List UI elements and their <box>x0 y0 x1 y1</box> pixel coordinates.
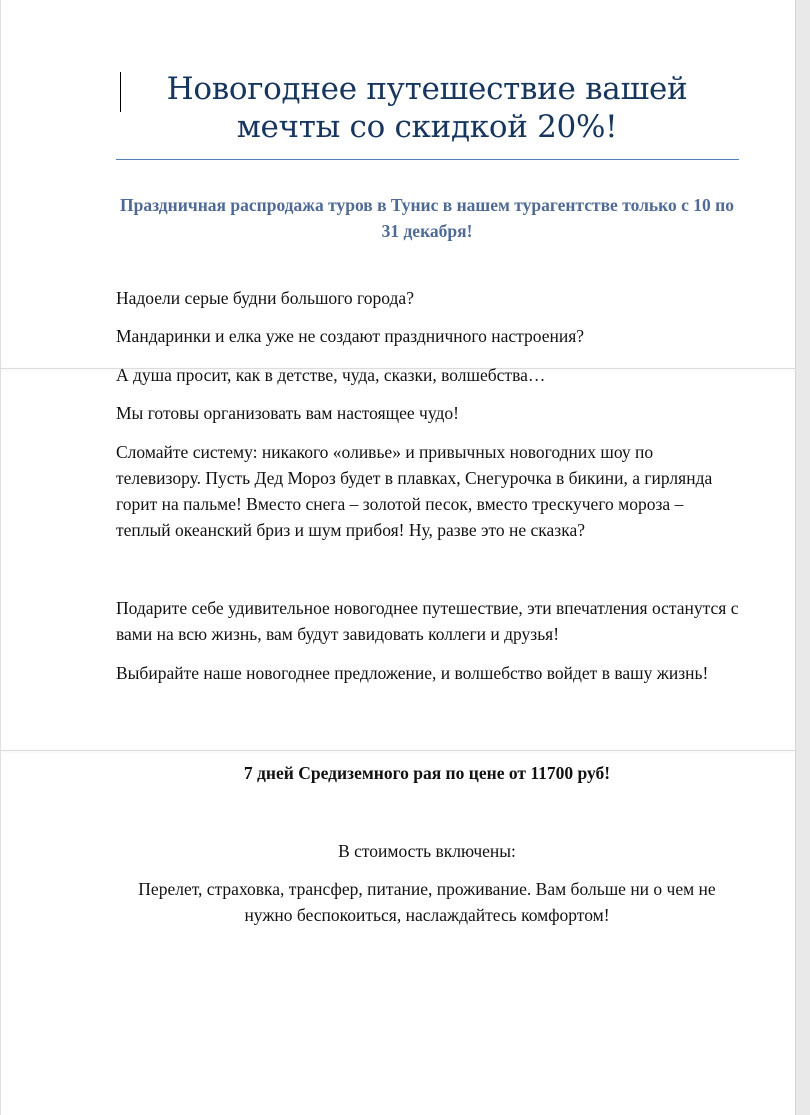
body-paragraph[interactable]: Надоели серые будни большого города? <box>116 288 414 308</box>
body-paragraph[interactable]: А душа просит, как в детстве, чуда, сказки, волшебства… <box>116 365 546 385</box>
offer-headline[interactable]: 7 дней Средиземного рая по цене от 11700 руб! <box>243 763 611 783</box>
body-paragraph[interactable]: Выбирайте наше новогоднее предложение, и волшебство войдет в вашу жизнь! <box>116 663 709 683</box>
included-label[interactable]: В стоимость включены: <box>338 841 516 861</box>
vertical-scrollbar[interactable] <box>795 0 810 1115</box>
body-paragraph[interactable]: Мы готовы организовать вам настоящее чудо! <box>116 403 459 423</box>
body-paragraph[interactable]: Сломайте систему: никакого «оливье» и привычных новогодних шоу по телевизору. Пусть Дед Мороз будет в плавках, Снегурочка в бикини, а гирлянда горит на пальме! Вместо снега – золотой песок, вместо трескучего мороза – теплый океанский бриз и шум прибоя! Ну, разве это не сказка? <box>116 442 713 540</box>
title-underline-rule <box>116 159 739 160</box>
body-paragraph[interactable]: Подарите себе удивительное новогоднее путешествие, эти впечатления останутся с вами на всю жизнь, вам будут завидовать коллеги и друзья! <box>116 598 739 644</box>
document-title[interactable]: Новогоднее путешествие вашей мечты со скидкой 20%! <box>166 71 688 145</box>
body-paragraph[interactable]: Мандаринки и елка уже не создают праздничного настроения? <box>116 326 585 346</box>
included-text[interactable]: Перелет, страховка, трансфер, питание, проживание. Вам больше ни о чем не нужно беспокоиться, наслаждайтесь комфортом! <box>138 879 716 925</box>
page-break-divider <box>1 750 795 751</box>
document-subtitle[interactable]: Праздничная распродажа туров в Тунис в нашем турагентстве только с 10 по 31 декабря! <box>120 195 734 241</box>
